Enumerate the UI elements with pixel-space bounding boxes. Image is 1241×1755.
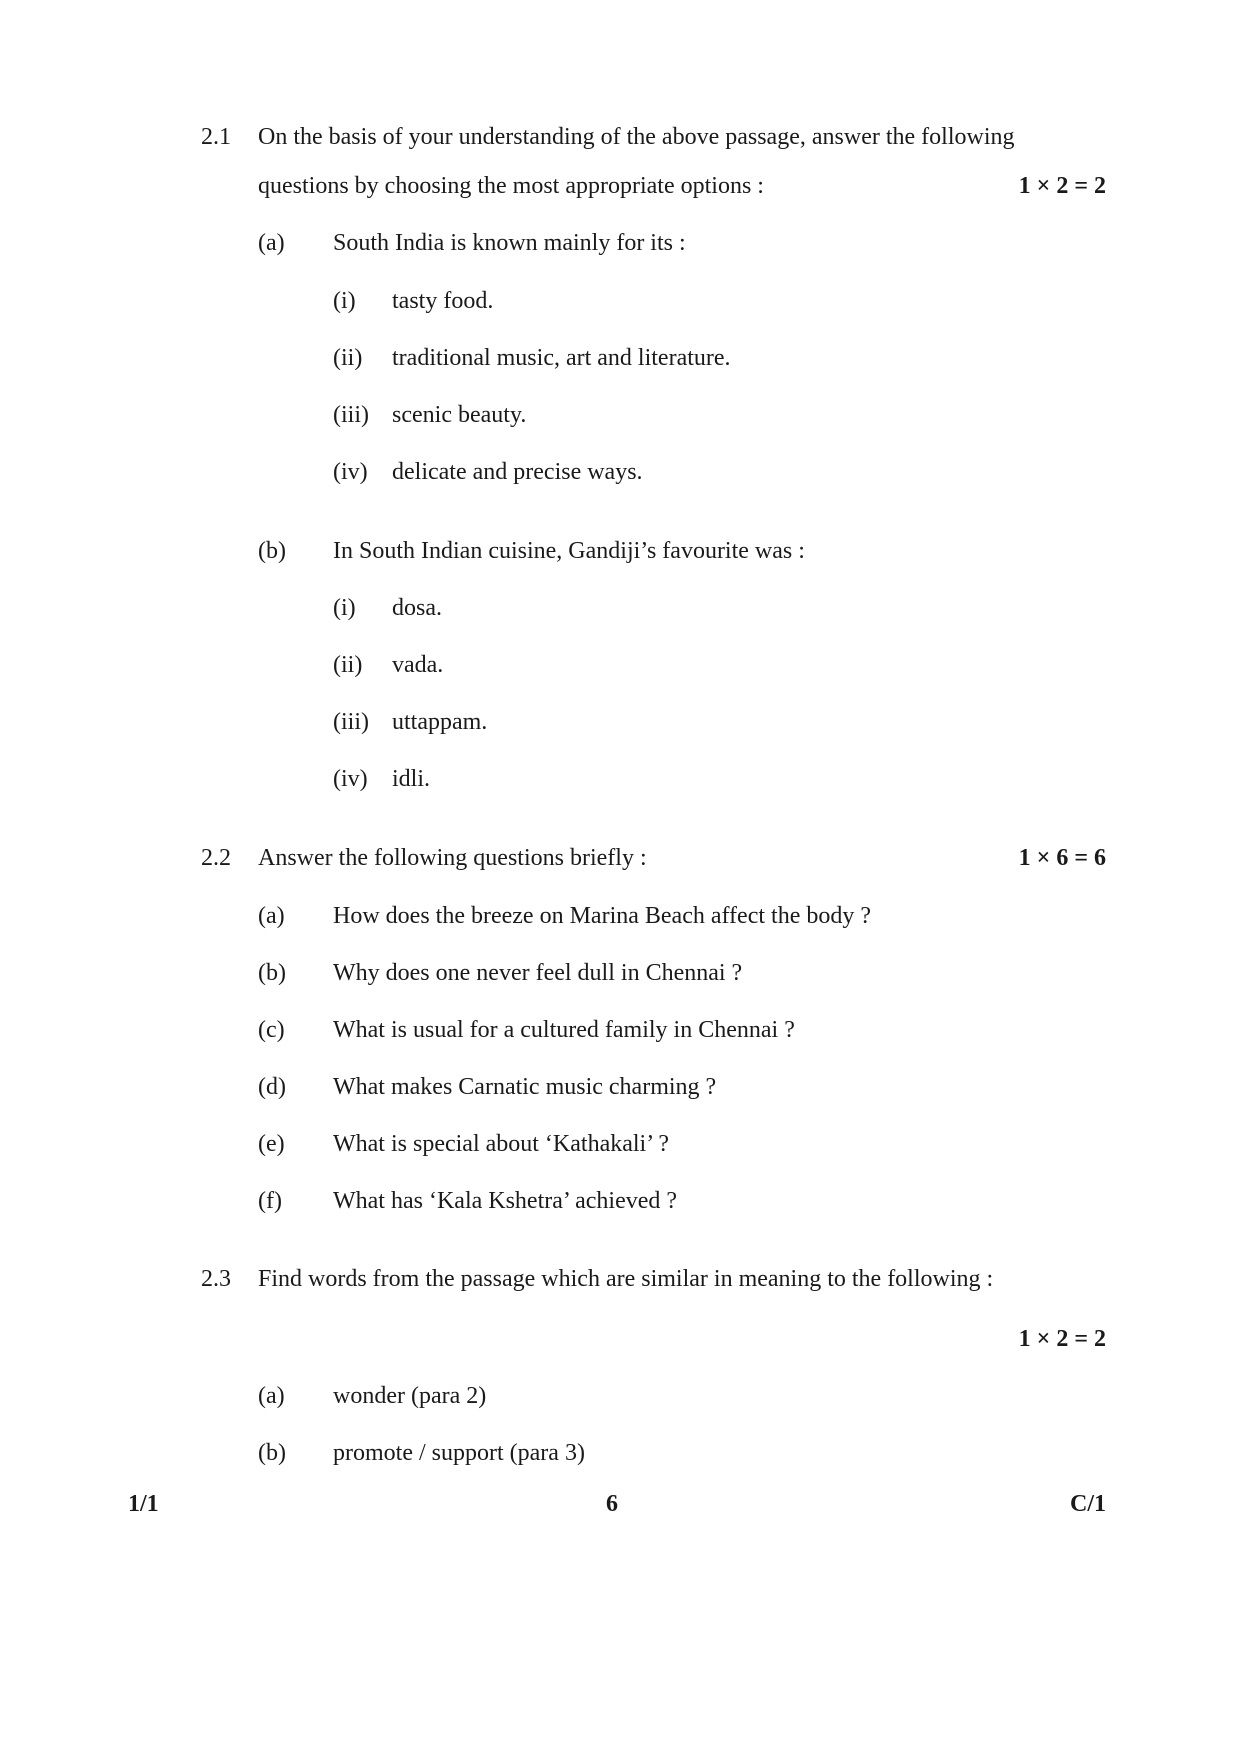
sub-question-label: (c) <box>258 1017 285 1043</box>
option-label: (iv) <box>333 459 368 485</box>
sub-question-label: (a) <box>258 1383 285 1409</box>
marks-label: 1 × 2 = 2 <box>1018 1326 1106 1352</box>
sub-question-text: wonder (para 2) <box>333 1383 487 1409</box>
marks-label: 1 × 6 = 6 <box>1018 845 1106 871</box>
sub-question-label: (a) <box>258 903 285 929</box>
option-text: tasty food. <box>392 288 494 314</box>
option-text: idli. <box>392 766 431 792</box>
sub-question-text: What makes Carnatic music charming ? <box>333 1074 717 1100</box>
option-text: vada. <box>392 652 444 678</box>
sub-question-text: What is usual for a cultured family in Chennai ? <box>333 1017 795 1043</box>
marks-label: 1 × 2 = 2 <box>1018 173 1106 199</box>
sub-question-text: How does the breeze on Marina Beach affect the body ? <box>333 903 871 929</box>
question-text: questions by choosing the most appropriate options : <box>258 173 764 199</box>
sub-question-text: What is special about ‘Kathakali’ ? <box>333 1131 670 1157</box>
sub-question-text: South India is known mainly for its : <box>333 230 686 256</box>
sub-question-label: (e) <box>258 1131 285 1157</box>
option-text: uttappam. <box>392 709 488 735</box>
question-text: Answer the following questions briefly : <box>258 845 647 871</box>
option-label: (iii) <box>333 402 369 428</box>
page-number: 6 <box>606 1491 618 1517</box>
option-text: delicate and precise ways. <box>392 459 643 485</box>
sub-question-text: In South Indian cuisine, Gandiji’s favourite was : <box>333 538 805 564</box>
question-number: 2.2 <box>201 845 231 871</box>
question-text: On the basis of your understanding of the above passage, answer the following <box>258 124 1015 150</box>
option-label: (ii) <box>333 345 363 371</box>
footer-right-code: C/1 <box>1070 1491 1106 1517</box>
option-text: scenic beauty. <box>392 402 527 428</box>
sub-question-label: (d) <box>258 1074 286 1100</box>
option-text: dosa. <box>392 595 442 621</box>
option-label: (ii) <box>333 652 363 678</box>
question-number: 2.3 <box>201 1266 231 1292</box>
sub-question-text: What has ‘Kala Kshetra’ achieved ? <box>333 1188 678 1214</box>
sub-question-text: promote / support (para 3) <box>333 1440 585 1466</box>
sub-question-label: (b) <box>258 960 286 986</box>
option-label: (iv) <box>333 766 368 792</box>
sub-question-label: (b) <box>258 1440 286 1466</box>
question-text: Find words from the passage which are similar in meaning to the following : <box>258 1266 994 1292</box>
sub-question-label: (a) <box>258 230 285 256</box>
option-label: (i) <box>333 595 356 621</box>
option-label: (iii) <box>333 709 369 735</box>
option-label: (i) <box>333 288 356 314</box>
sub-question-label: (f) <box>258 1188 282 1214</box>
sub-question-text: Why does one never feel dull in Chennai ? <box>333 960 743 986</box>
footer-left-code: 1/1 <box>128 1491 159 1517</box>
option-text: traditional music, art and literature. <box>392 345 731 371</box>
sub-question-label: (b) <box>258 538 286 564</box>
question-number: 2.1 <box>201 124 231 150</box>
